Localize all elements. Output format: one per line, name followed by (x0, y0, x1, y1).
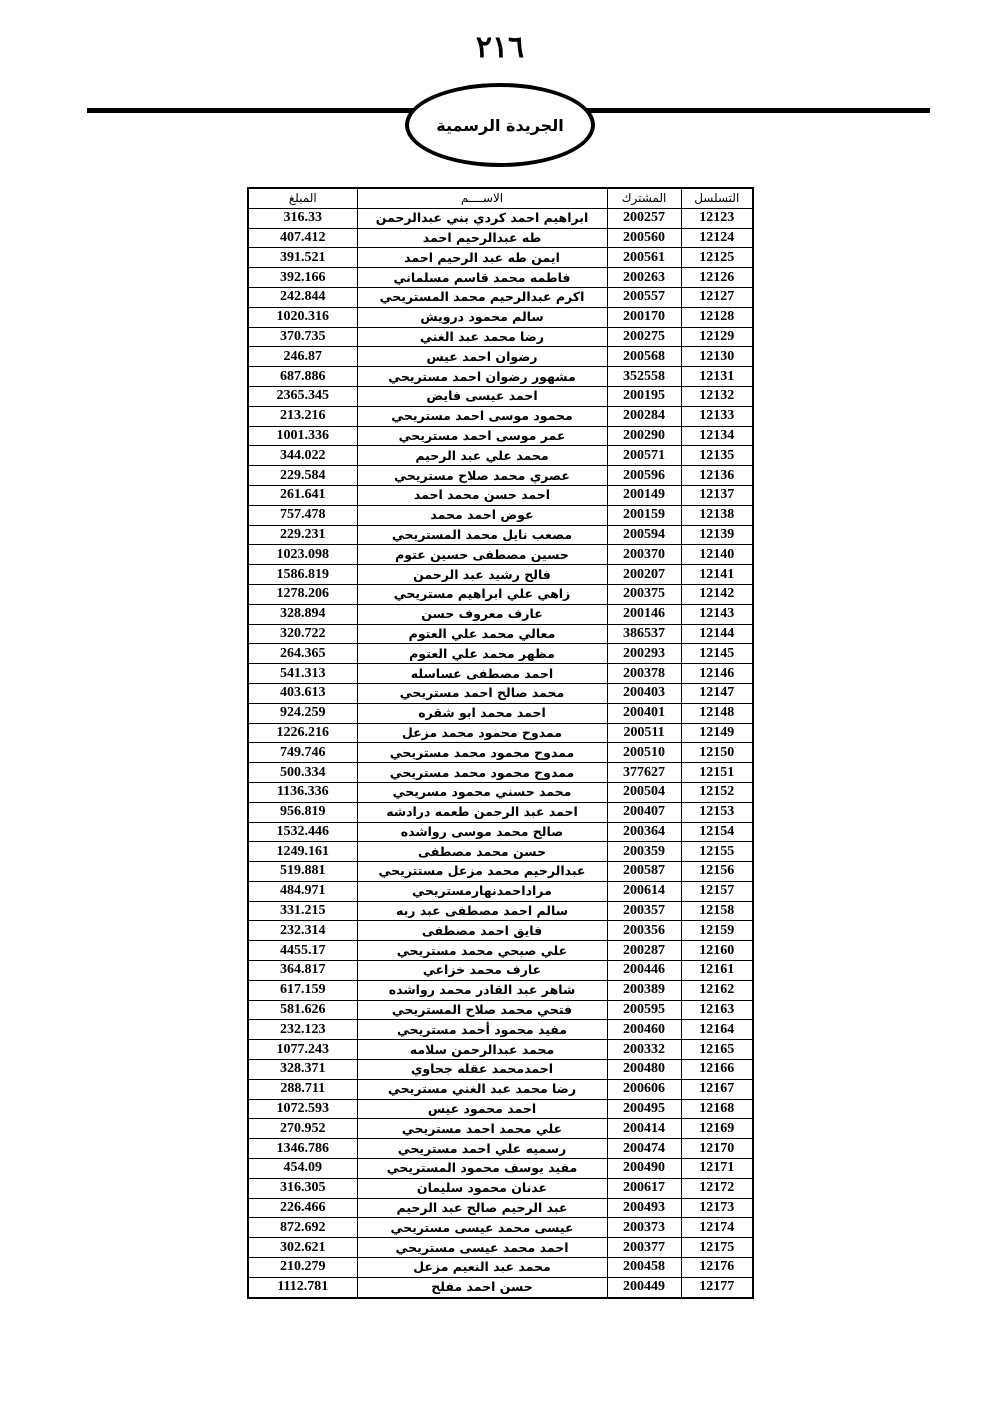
table-row (248, 228, 753, 248)
table-row (248, 604, 753, 624)
name-cell: عمر موسى احمد مستريحي (357, 426, 607, 446)
subscriber-cell: 200446 (607, 961, 681, 981)
amount-cell: 541.313 (248, 664, 357, 684)
amount-cell: 1072.593 (248, 1099, 357, 1119)
name-cell: مشهور رضوان احمد مستريحي (357, 367, 607, 387)
table-row (248, 367, 753, 387)
table-row (248, 545, 753, 565)
subscriber-cell: 200480 (607, 1060, 681, 1080)
subscriber-cell: 200375 (607, 584, 681, 604)
name-cell: سالم احمد مصطفى عبد ربه (357, 901, 607, 921)
column-header-amount: المبلغ (248, 188, 357, 208)
name-cell: احمدمحمد عقله جحاوي (357, 1060, 607, 1080)
serial-cell: 12165 (681, 1040, 753, 1060)
serial-cell: 12140 (681, 545, 753, 565)
name-cell: احمد عبد الرحمن طعمه درادشه (357, 802, 607, 822)
name-cell: محمد حسني محمود مسريحي (357, 782, 607, 802)
name-cell: عدنان محمود سليمان (357, 1178, 607, 1198)
amount-cell: 519.881 (248, 862, 357, 882)
subscriber-cell: 200594 (607, 525, 681, 545)
subscriber-cell: 200596 (607, 466, 681, 486)
subscriber-cell: 200474 (607, 1139, 681, 1159)
subscribers-table (247, 187, 754, 1299)
subscriber-cell: 200389 (607, 980, 681, 1000)
subscriber-cell: 200378 (607, 664, 681, 684)
subscriber-cell: 200195 (607, 386, 681, 406)
name-cell: محمد صالح احمد مستريحي (357, 683, 607, 703)
table-row (248, 1079, 753, 1099)
name-cell: عارف معروف حسن (357, 604, 607, 624)
table-row (248, 763, 753, 783)
name-cell: فاطمه محمد قاسم مسلماني (357, 268, 607, 288)
table-row (248, 505, 753, 525)
serial-cell: 12134 (681, 426, 753, 446)
serial-cell: 12173 (681, 1198, 753, 1218)
table-row (248, 485, 753, 505)
table-row (248, 782, 753, 802)
table-row (248, 842, 753, 862)
table-row (248, 683, 753, 703)
subscriber-cell: 200401 (607, 703, 681, 723)
table-row (248, 208, 753, 228)
subscriber-cell: 200359 (607, 842, 681, 862)
table-row (248, 1060, 753, 1080)
amount-cell: 242.844 (248, 287, 357, 307)
amount-cell: 270.952 (248, 1119, 357, 1139)
subscriber-cell: 200407 (607, 802, 681, 822)
serial-cell: 12131 (681, 367, 753, 387)
serial-cell: 12141 (681, 565, 753, 585)
table-row (248, 1020, 753, 1040)
serial-cell: 12152 (681, 782, 753, 802)
amount-cell: 302.621 (248, 1238, 357, 1258)
subscriber-cell: 200263 (607, 268, 681, 288)
gazette-title-oval (405, 83, 595, 167)
subscriber-cell: 200159 (607, 505, 681, 525)
subscriber-cell: 200490 (607, 1159, 681, 1179)
subscriber-cell: 200275 (607, 327, 681, 347)
serial-cell: 12142 (681, 584, 753, 604)
subscriber-cell: 200504 (607, 782, 681, 802)
serial-cell: 12124 (681, 228, 753, 248)
subscriber-cell: 200568 (607, 347, 681, 367)
table-row (248, 1139, 753, 1159)
name-cell: احمد محمد عيسى مستريحي (357, 1238, 607, 1258)
table-row (248, 644, 753, 664)
subscriber-cell: 200414 (607, 1119, 681, 1139)
serial-cell: 12133 (681, 406, 753, 426)
name-cell: عبدالرحيم محمد مزعل مستتريحي (357, 862, 607, 882)
amount-cell: 370.735 (248, 327, 357, 347)
subscriber-cell: 200617 (607, 1178, 681, 1198)
table-row (248, 347, 753, 367)
serial-cell: 12159 (681, 921, 753, 941)
serial-cell: 12168 (681, 1099, 753, 1119)
serial-cell: 12135 (681, 446, 753, 466)
amount-cell: 344.022 (248, 446, 357, 466)
serial-cell: 12139 (681, 525, 753, 545)
subscriber-cell: 200561 (607, 248, 681, 268)
amount-cell: 403.613 (248, 683, 357, 703)
table-header-row (248, 188, 753, 208)
subscriber-cell: 200614 (607, 881, 681, 901)
table-row (248, 723, 753, 743)
serial-cell: 12163 (681, 1000, 753, 1020)
amount-cell: 1112.781 (248, 1277, 357, 1297)
name-cell: رضوان احمد عيس (357, 347, 607, 367)
amount-cell: 320.722 (248, 624, 357, 644)
name-cell: فالح رشيد عبد الرحمن (357, 565, 607, 585)
table-row (248, 1040, 753, 1060)
subscriber-cell: 377627 (607, 763, 681, 783)
serial-cell: 12156 (681, 862, 753, 882)
table-row (248, 327, 753, 347)
serial-cell: 12151 (681, 763, 753, 783)
name-cell: ايمن طه عبد الرحيم احمد (357, 248, 607, 268)
serial-cell: 12153 (681, 802, 753, 822)
name-cell: علي صبحي محمد مستريحي (357, 941, 607, 961)
serial-cell: 12164 (681, 1020, 753, 1040)
name-cell: فايق احمد مصطفى (357, 921, 607, 941)
name-cell: زاهي علي ابراهيم مستريحي (357, 584, 607, 604)
name-cell: مفيد يوسف محمود المستريحي (357, 1159, 607, 1179)
table-row (248, 268, 753, 288)
amount-cell: 454.09 (248, 1159, 357, 1179)
table-row (248, 446, 753, 466)
serial-cell: 12123 (681, 208, 753, 228)
amount-cell: 229.584 (248, 466, 357, 486)
subscriber-cell: 200510 (607, 743, 681, 763)
table-row (248, 525, 753, 545)
amount-cell: 1001.336 (248, 426, 357, 446)
amount-cell: 1532.446 (248, 822, 357, 842)
serial-cell: 12174 (681, 1218, 753, 1238)
serial-cell: 12127 (681, 287, 753, 307)
name-cell: ممدوح محمود محمد مستريحي (357, 743, 607, 763)
column-header-name: الاســــم (357, 188, 607, 208)
serial-cell: 12150 (681, 743, 753, 763)
table-row (248, 980, 753, 1000)
amount-cell: 264.365 (248, 644, 357, 664)
amount-cell: 213.216 (248, 406, 357, 426)
amount-cell: 617.159 (248, 980, 357, 1000)
amount-cell: 1278.206 (248, 584, 357, 604)
subscriber-cell: 200257 (607, 208, 681, 228)
subscriber-cell: 386537 (607, 624, 681, 644)
table-row (248, 901, 753, 921)
subscriber-cell: 200373 (607, 1218, 681, 1238)
name-cell: احمد حسن محمد احمد (357, 485, 607, 505)
serial-cell: 12160 (681, 941, 753, 961)
amount-cell: 328.371 (248, 1060, 357, 1080)
serial-cell: 12138 (681, 505, 753, 525)
name-cell: مظهر محمد علي العتوم (357, 644, 607, 664)
subscriber-cell: 200511 (607, 723, 681, 743)
subscriber-cell: 200290 (607, 426, 681, 446)
table-row (248, 822, 753, 842)
table-row (248, 1218, 753, 1238)
serial-cell: 12158 (681, 901, 753, 921)
table-row (248, 743, 753, 763)
amount-cell: 581.626 (248, 1000, 357, 1020)
table-row (248, 1000, 753, 1020)
name-cell: عصري محمد صلاح مستريحي (357, 466, 607, 486)
table-row (248, 584, 753, 604)
name-cell: حسن محمد مصطفى (357, 842, 607, 862)
serial-cell: 12177 (681, 1277, 753, 1297)
name-cell: مفيد محمود أحمد مستريحي (357, 1020, 607, 1040)
subscriber-cell: 352558 (607, 367, 681, 387)
amount-cell: 391.521 (248, 248, 357, 268)
table-row (248, 1258, 753, 1278)
table-row (248, 664, 753, 684)
name-cell: فتحي محمد صلاح المستريحي (357, 1000, 607, 1020)
table-row (248, 961, 753, 981)
amount-cell: 687.886 (248, 367, 357, 387)
name-cell: عارف محمد خزاعي (357, 961, 607, 981)
serial-cell: 12147 (681, 683, 753, 703)
table-row (248, 1178, 753, 1198)
serial-cell: 12144 (681, 624, 753, 644)
amount-cell: 328.894 (248, 604, 357, 624)
amount-cell: 316.305 (248, 1178, 357, 1198)
amount-cell: 872.692 (248, 1218, 357, 1238)
amount-cell: 757.478 (248, 505, 357, 525)
subscriber-cell: 200458 (607, 1258, 681, 1278)
subscriber-cell: 200377 (607, 1238, 681, 1258)
amount-cell: 1346.786 (248, 1139, 357, 1159)
amount-cell: 364.817 (248, 961, 357, 981)
subscriber-cell: 200146 (607, 604, 681, 624)
subscriber-cell: 200560 (607, 228, 681, 248)
amount-cell: 1023.098 (248, 545, 357, 565)
serial-cell: 12171 (681, 1159, 753, 1179)
amount-cell: 226.466 (248, 1198, 357, 1218)
amount-cell: 229.231 (248, 525, 357, 545)
name-cell: ممدوح محمود محمد مزعل (357, 723, 607, 743)
subscriber-cell: 200207 (607, 565, 681, 585)
serial-cell: 12130 (681, 347, 753, 367)
amount-cell: 1249.161 (248, 842, 357, 862)
amount-cell: 1586.819 (248, 565, 357, 585)
serial-cell: 12132 (681, 386, 753, 406)
serial-cell: 12162 (681, 980, 753, 1000)
table-row (248, 1119, 753, 1139)
name-cell: احمد مصطفى عساسله (357, 664, 607, 684)
subscriber-cell: 200460 (607, 1020, 681, 1040)
serial-cell: 12146 (681, 664, 753, 684)
name-cell: ابراهيم احمد كردي بني عبدالرحمن (357, 208, 607, 228)
subscriber-cell: 200364 (607, 822, 681, 842)
subscriber-cell: 200370 (607, 545, 681, 565)
subscriber-cell: 200606 (607, 1079, 681, 1099)
subscriber-cell: 200356 (607, 921, 681, 941)
table-row (248, 426, 753, 446)
table-row (248, 802, 753, 822)
subscriber-cell: 200149 (607, 485, 681, 505)
amount-cell: 392.166 (248, 268, 357, 288)
subscriber-cell: 200170 (607, 307, 681, 327)
name-cell: حسين مصطفى حسين عتوم (357, 545, 607, 565)
subscriber-cell: 200493 (607, 1198, 681, 1218)
subscriber-cell: 200284 (607, 406, 681, 426)
amount-cell: 246.87 (248, 347, 357, 367)
subscriber-cell: 200403 (607, 683, 681, 703)
name-cell: محمد عبدالرحمن سلامه (357, 1040, 607, 1060)
name-cell: رضا محمد عبد الغني مستريحي (357, 1079, 607, 1099)
serial-cell: 12176 (681, 1258, 753, 1278)
serial-cell: 12155 (681, 842, 753, 862)
table-row (248, 1099, 753, 1119)
serial-cell: 12170 (681, 1139, 753, 1159)
serial-cell: 12125 (681, 248, 753, 268)
subscriber-cell: 200449 (607, 1277, 681, 1297)
serial-cell: 12148 (681, 703, 753, 723)
serial-cell: 12167 (681, 1079, 753, 1099)
table-row (248, 248, 753, 268)
name-cell: رسميه علي احمد مستريحي (357, 1139, 607, 1159)
name-cell: طه عبدالرحيم احمد (357, 228, 607, 248)
name-cell: سالم محمود درويش (357, 307, 607, 327)
amount-cell: 316.33 (248, 208, 357, 228)
amount-cell: 4455.17 (248, 941, 357, 961)
table-row (248, 624, 753, 644)
amount-cell: 500.334 (248, 763, 357, 783)
amount-cell: 288.711 (248, 1079, 357, 1099)
subscriber-cell: 200595 (607, 1000, 681, 1020)
table-row (248, 466, 753, 486)
serial-cell: 12126 (681, 268, 753, 288)
name-cell: حسن احمد مفلح (357, 1277, 607, 1297)
serial-cell: 12137 (681, 485, 753, 505)
name-cell: احمد محمود عيس (357, 1099, 607, 1119)
column-header-serial: التسلسل (681, 188, 753, 208)
name-cell: احمد عيسى فايض (357, 386, 607, 406)
name-cell: مصعب نايل محمد المستريحي (357, 525, 607, 545)
serial-cell: 12157 (681, 881, 753, 901)
name-cell: عبد الرحيم صالح عبد الرحيم (357, 1198, 607, 1218)
table-row (248, 1159, 753, 1179)
serial-cell: 12143 (681, 604, 753, 624)
table-row (248, 881, 753, 901)
name-cell: اكرم عبدالرحيم محمد المستريحي (357, 287, 607, 307)
subscriber-cell: 200332 (607, 1040, 681, 1060)
serial-cell: 12145 (681, 644, 753, 664)
amount-cell: 956.819 (248, 802, 357, 822)
table-row (248, 307, 753, 327)
serial-cell: 12149 (681, 723, 753, 743)
name-cell: شاهر عبد القادر محمد رواشده (357, 980, 607, 1000)
table-row (248, 1277, 753, 1297)
name-cell: علي محمد احمد مستريحي (357, 1119, 607, 1139)
name-cell: ممدوح محمود محمد مستريحي (357, 763, 607, 783)
amount-cell: 232.123 (248, 1020, 357, 1040)
name-cell: محمد عبد النعيم مزعل (357, 1258, 607, 1278)
subscriber-cell: 200357 (607, 901, 681, 921)
subscriber-cell: 200571 (607, 446, 681, 466)
subscriber-cell: 200293 (607, 644, 681, 664)
table-row (248, 921, 753, 941)
serial-cell: 12166 (681, 1060, 753, 1080)
table-row (248, 703, 753, 723)
serial-cell: 12128 (681, 307, 753, 327)
table-row (248, 862, 753, 882)
amount-cell: 232.314 (248, 921, 357, 941)
serial-cell: 12172 (681, 1178, 753, 1198)
serial-cell: 12175 (681, 1238, 753, 1258)
page-number: ٢١٦ (475, 30, 525, 65)
table-row (248, 1238, 753, 1258)
amount-cell: 924.259 (248, 703, 357, 723)
amount-cell: 749.746 (248, 743, 357, 763)
table-row (248, 287, 753, 307)
amount-cell: 1226.216 (248, 723, 357, 743)
gazette-title: الجريدة الرسمية (436, 115, 564, 135)
table-row (248, 1198, 753, 1218)
amount-cell: 331.215 (248, 901, 357, 921)
name-cell: محمود موسى احمد مستريحي (357, 406, 607, 426)
name-cell: احمد محمد ابو شقره (357, 703, 607, 723)
name-cell: صالح محمد موسى رواشده (357, 822, 607, 842)
name-cell: عيسى محمد عيسى مستريحي (357, 1218, 607, 1238)
amount-cell: 2365.345 (248, 386, 357, 406)
amount-cell: 1020.316 (248, 307, 357, 327)
subscriber-cell: 200495 (607, 1099, 681, 1119)
name-cell: مراداحمدنهارمستريحي (357, 881, 607, 901)
table-row (248, 406, 753, 426)
table-row (248, 565, 753, 585)
name-cell: محمد علي عبد الرحيم (357, 446, 607, 466)
serial-cell: 12136 (681, 466, 753, 486)
amount-cell: 1136.336 (248, 782, 357, 802)
name-cell: عوض احمد محمد (357, 505, 607, 525)
subscriber-cell: 200557 (607, 287, 681, 307)
subscriber-cell: 200287 (607, 941, 681, 961)
amount-cell: 210.279 (248, 1258, 357, 1278)
amount-cell: 484.971 (248, 881, 357, 901)
serial-cell: 12169 (681, 1119, 753, 1139)
serial-cell: 12161 (681, 961, 753, 981)
name-cell: رضا محمد عبد الغني (357, 327, 607, 347)
table-row (248, 941, 753, 961)
table-row (248, 386, 753, 406)
amount-cell: 261.641 (248, 485, 357, 505)
amount-cell: 407.412 (248, 228, 357, 248)
amount-cell: 1077.243 (248, 1040, 357, 1060)
serial-cell: 12129 (681, 327, 753, 347)
serial-cell: 12154 (681, 822, 753, 842)
column-header-subscriber: المشترك (607, 188, 681, 208)
name-cell: معالي محمد علي العتوم (357, 624, 607, 644)
subscriber-cell: 200587 (607, 862, 681, 882)
